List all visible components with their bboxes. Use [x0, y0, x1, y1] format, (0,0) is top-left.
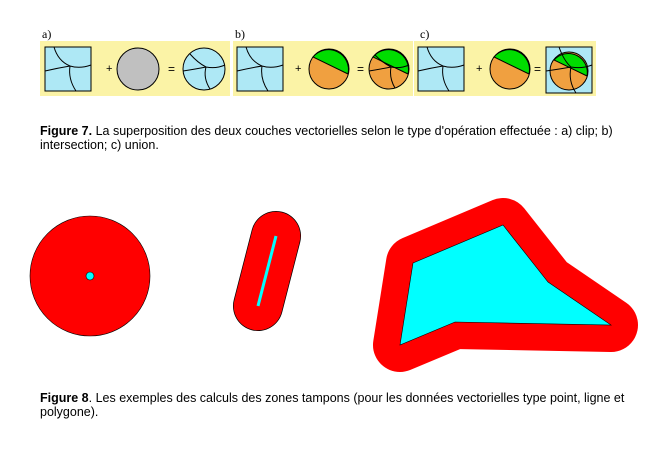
panel-c-label: c): [420, 27, 430, 41]
equals-sign-b: =: [357, 62, 365, 76]
plus-sign-b: +: [295, 63, 302, 75]
figure8-caption-text: . Les exemples des calculs des zones tampons (pour les données vectorielles type point, ligne et polygone).: [40, 391, 625, 419]
equals-sign-a: =: [168, 62, 176, 76]
figure7-caption-text: La superposition des deux couches vectorielles selon le type d'opération effectuée : a) clip; b) intersection; c) union.: [40, 124, 613, 152]
point-feature: [86, 272, 94, 280]
figure7-caption-title: Figure 7.: [40, 124, 93, 138]
figure8-caption-title: Figure 8: [40, 391, 89, 405]
equals-sign-c: =: [534, 62, 542, 76]
panel-a-label: a): [42, 27, 52, 41]
panel-b-label: b): [235, 27, 245, 41]
figure8-caption: [40, 391, 640, 419]
plus-sign-c: +: [476, 63, 483, 75]
plus-sign-a: +: [106, 63, 113, 75]
